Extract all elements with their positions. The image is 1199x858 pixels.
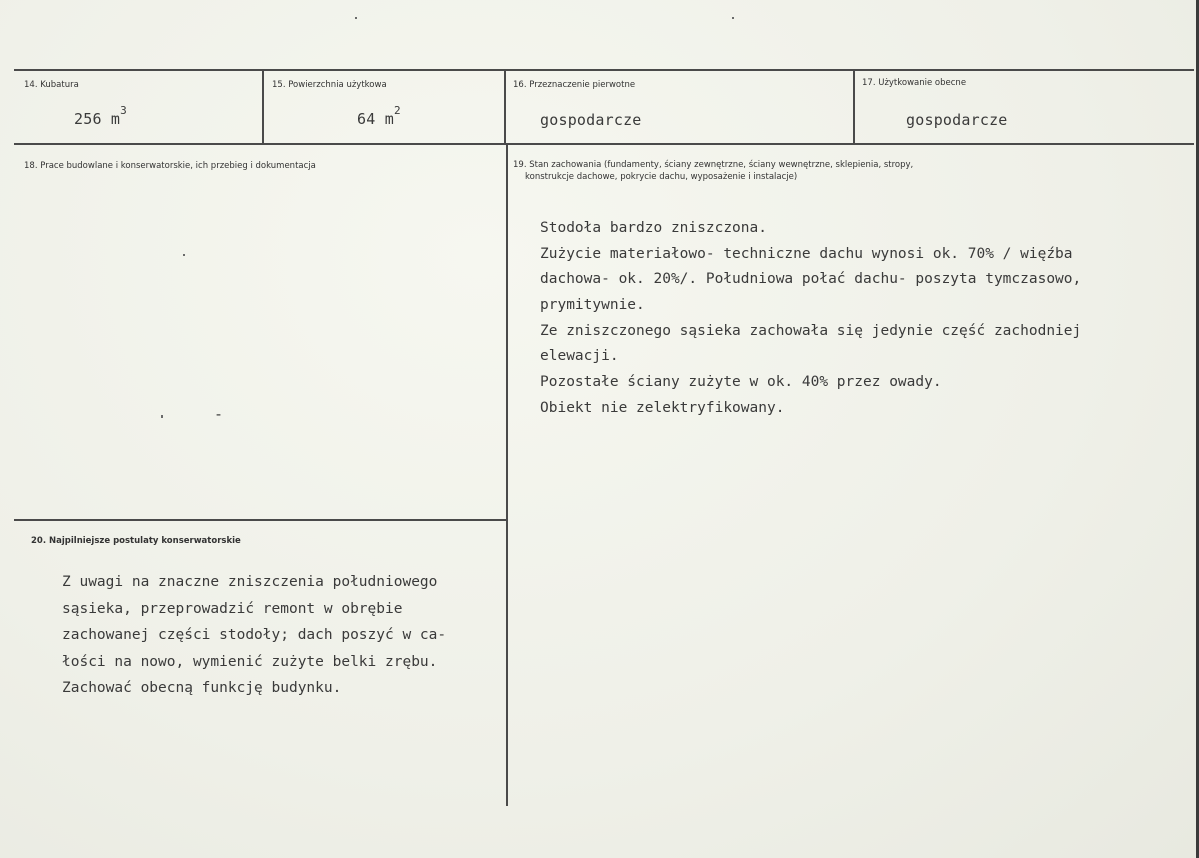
condition-line: dachowa- ok. 20%/. Południowa połać dachu- poszyta tymczasowo, xyxy=(540,271,1082,288)
divider-16-17 xyxy=(853,70,855,144)
section-18-bottom-rule xyxy=(14,519,506,521)
field-16-label: 16. Przeznaczenie pierwotne xyxy=(513,80,636,90)
field-14-value xyxy=(74,104,127,128)
condition-line: Pozostałe ściany zużyte w ok. 40% przez owady. xyxy=(540,374,942,391)
field-18-label: 18. Prace budowlane i konserwatorskie, ich przebieg i dokumentacja xyxy=(24,161,316,171)
field-17-label: 17. Użytkowanie obecne xyxy=(862,78,967,88)
field-15-value xyxy=(357,104,401,128)
field-14-label: 14. Kubatura xyxy=(24,80,79,90)
top-rule xyxy=(14,69,1194,71)
row1-bottom-rule xyxy=(14,143,1194,145)
postulate-line: sąsieka, przeprowadzić remont w obrębie xyxy=(62,600,403,617)
postulate-line: Zachować obecną funkcję budynku. xyxy=(62,680,342,696)
field-19-label-line2: konstrukcje dachowe, pokrycie dachu, wyposażenie i instalacje) xyxy=(525,172,798,182)
field-16-value: gospodarcze xyxy=(540,111,642,129)
field-19-label-line1: 19. Stan zachowania (fundamenty, ściany zewnętrzne, ściany wewnętrzne, sklepienia, stropy, xyxy=(513,160,914,170)
divider-main-column xyxy=(506,144,508,806)
condition-line: Zużycie materiałowo- techniczne dachu wynosi ok. 70% / więźba xyxy=(540,245,1073,262)
field-20-label: 20. Najpilniejsze postulaty konserwatorskie xyxy=(31,536,241,546)
cubature-unit-exponent: 3 xyxy=(120,104,127,117)
postulate-line: zachowanej części stodoły; dach poszyć w ca- xyxy=(62,627,447,643)
field-15-label: 15. Powierzchnia użytkowa xyxy=(272,80,387,90)
condition-line: elewacji. xyxy=(540,348,619,365)
condition-description xyxy=(540,216,1081,422)
speck xyxy=(161,415,163,418)
speck xyxy=(355,17,357,19)
field-17-value: gospodarcze xyxy=(906,111,1008,129)
area-unit-exponent: 2 xyxy=(393,104,401,117)
usable-area-value: 64 m xyxy=(357,110,394,128)
condition-line: Obiekt nie zelektryfikowany. xyxy=(540,399,785,416)
cubature-value: 256 m xyxy=(74,110,121,128)
conservation-postulates xyxy=(62,569,446,702)
speck xyxy=(732,17,734,19)
divider-14-15 xyxy=(262,70,264,144)
condition-line: Ze zniszczonego sąsieka zachowała się jedynie część zachodniej xyxy=(540,322,1082,339)
divider-15-16 xyxy=(504,70,506,144)
postulate-line: łości na nowo, wymienić zużyte belki zrębu. xyxy=(62,653,438,670)
condition-line: prymitywnie. xyxy=(540,297,645,314)
field-18-dash-mark: - xyxy=(214,405,224,423)
speck xyxy=(183,254,185,256)
condition-line: Stodoła bardzo zniszczona. xyxy=(540,220,767,236)
postulate-line: Z uwagi na znaczne zniszczenia południowego xyxy=(62,574,438,590)
